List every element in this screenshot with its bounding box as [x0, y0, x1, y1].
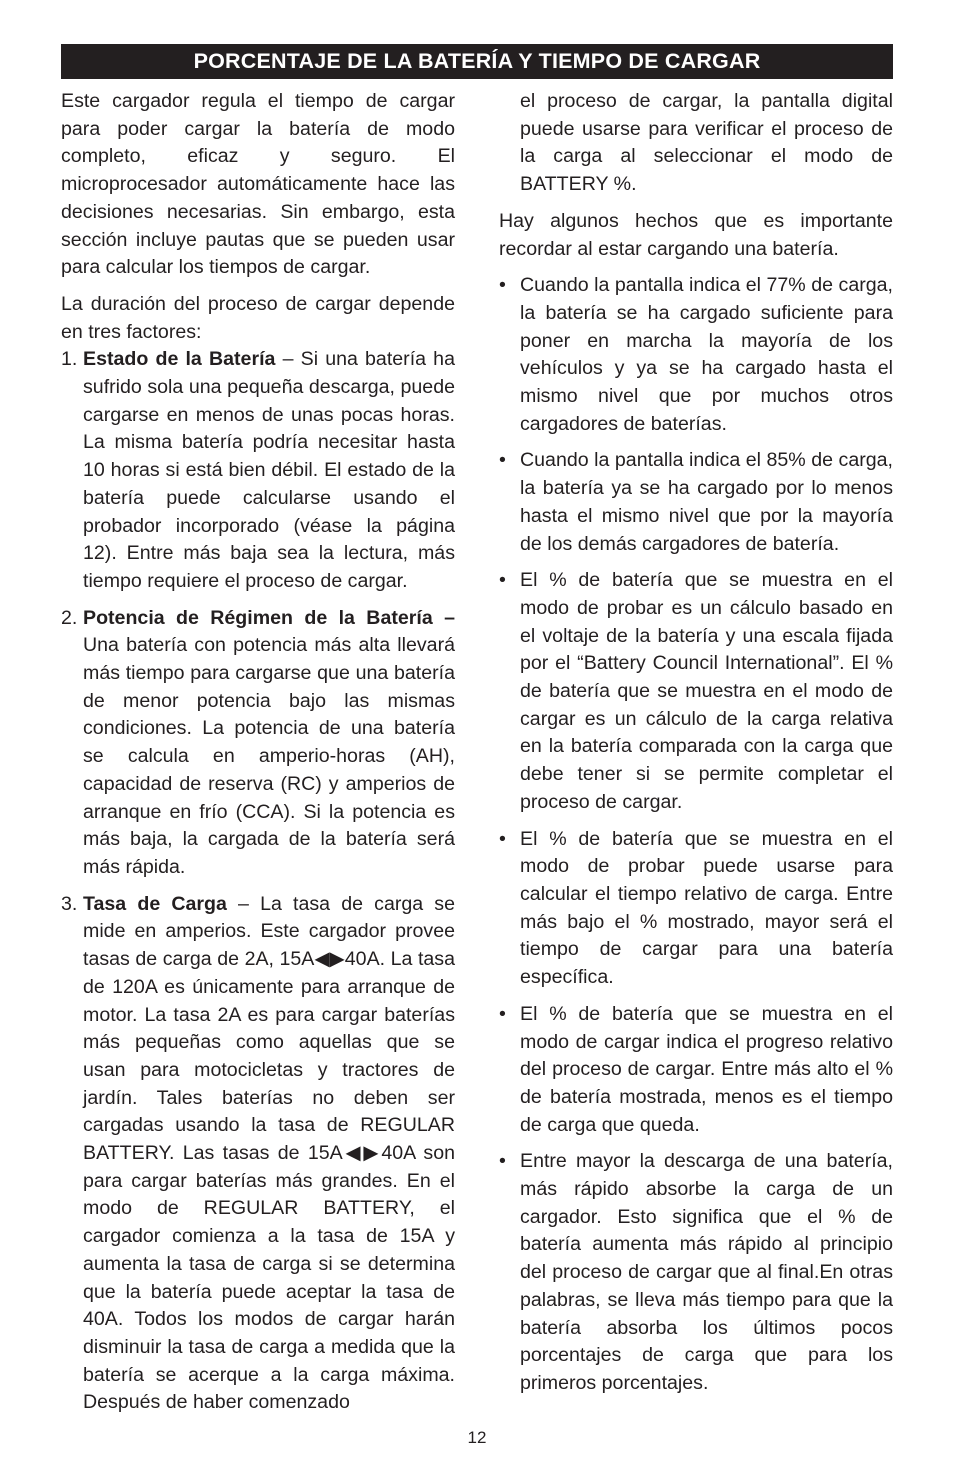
factors-intro-paragraph: La duración del proceso de cargar depende en tres factores: [61, 292, 455, 343]
item-number: 2. [61, 606, 78, 629]
fact-bullet-6 [499, 1148, 893, 1397]
bullet-text: Cuando la pantalla indica el 85% de carga, la batería ya se ha cargado por lo menos hasta el mismo nivel que por la mayoría de los demás cargadores de batería. [520, 449, 893, 555]
bullet-text: Cuando la pantalla indica el 77% de carga, la batería se ha cargado suficiente para poner en marcha la mayoría de los vehículos y ya se ha cargado hasta el mismo nivel que por muchos otros cargadores de baterías. [520, 274, 893, 435]
right-column [499, 88, 893, 1407]
factor-item-1 [61, 346, 455, 595]
bullet-text: Entre mayor la descarga de una batería, más rápido absorbe la carga de un cargador. Esto significa que el % de batería aumenta más rápido al principio del proceso de cargar que al final.En otras palabras, se lleva más tiempo para que la batería absorba los últimos pocos porcentajes de carga que para los primeros porcentajes. [520, 1150, 893, 1394]
page-number: 12 [467, 1428, 487, 1447]
fact-bullet-3 [499, 567, 893, 816]
factor-item-2 [61, 605, 455, 882]
item-number: 1. [61, 348, 78, 371]
bullet-text: El % de batería que se muestra en el modo de cargar indica el progreso relativo del proceso de cargar. Entre más alto el % de batería mostrada, menos es el tiempo de carga que queda. [520, 1002, 893, 1136]
factor-item-3 [61, 891, 455, 1417]
bullet-text: El % de batería que se muestra en el modo de probar es un cálculo basado en el voltaje de la batería y una escala fijada por el “Battery Council International”. El % de batería que se muestra en el modo de cargar es un cálculo de la carga relativa en la batería comparada con la carga que debe tener si se permite completar el proceso de cargar. [520, 569, 893, 813]
intro-paragraph: Este cargador regula el tiempo de cargar para poder cargar la batería de modo completo, eficaz y seguro. El microprocesador automáticamente hace las decisiones necesarias. Sin embargo, esta sección incluye pautas que se pueden usar para calcular los tiempos de cargar. [61, 90, 455, 279]
bullet-text: El % de batería que se muestra en el modo de probar puede usarse para calcular el tiempo relativo de carga. Entre más bajo el % mostrado, mayor será el tiempo de cargar para una batería específica. [520, 827, 893, 989]
fact-bullet-5 [499, 1001, 893, 1140]
fact-bullet-4 [499, 826, 893, 992]
item-title: Potencia de Régimen de la Batería – [83, 606, 455, 629]
bullet-symbol: • [499, 827, 506, 850]
bullet-symbol: • [499, 569, 506, 592]
item-title: Tasa de Carga [83, 892, 227, 915]
bullet-symbol: • [499, 449, 506, 472]
item-number: 3. [61, 892, 78, 915]
item-title: Estado de la Batería [83, 348, 276, 371]
section-title: PORCENTAJE DE LA BATERÍA Y TIEMPO DE CARGAR [193, 49, 761, 73]
continuation-paragraph: el proceso de cargar, la pantalla digital puede usarse para verificar el proceso de la carga al seleccionar el modo de BATTERY %. [520, 90, 893, 196]
fact-bullet-2 [499, 447, 893, 558]
item-text: – Si una batería ha sufrido sola una pequeña descarga, puede cargarse en menos de unas pocas horas. La misma batería podría necesitar hasta 10 horas si está bien débil. El estado de la batería puede calcularse usando el probador incorporado (véase la página 12). Entre más baja sea la lectura, más tiempo requiere el proceso de cargar. [83, 348, 455, 592]
section-header [61, 44, 893, 79]
left-column [61, 88, 455, 1426]
facts-intro-paragraph: Hay algunos hechos que es importante recordar al estar cargando una batería. [499, 209, 893, 260]
bullet-symbol: • [499, 274, 506, 297]
bullet-symbol: • [499, 1150, 506, 1173]
fact-bullet-1 [499, 272, 893, 438]
bullet-symbol: • [499, 1002, 506, 1025]
item-text: Una batería con potencia más alta llevará más tiempo para cargarse que una batería de menor potencia bajo las mismas condiciones. La potencia de una batería se calcula en amperio-horas (AH), capacidad de reserva (RC) y amperios de arranque en frío (CCA). Si la potencia es más baja, la cargada de la batería será más rápida. [83, 634, 455, 878]
item-text: – La tasa de carga se mide en amperios. Este cargador provee tasas de carga de 2A, 15A◀▶40A. La tasa de 120A es únicamente para arranque de motor. La tasa 2A es para cargar baterías más pequeñas como aquellas que se usan para motocicletas y tractores de jardín. Tales baterías no deben ser cargadas usando la tasa de REGULAR BATTERY. Las tasas de 15A◀▶40A son para cargar baterías más grandes. En el modo de REGULAR BATTERY, el cargador comienza a la tasa de 15A y aumenta la tasa de carga si se determina que la batería puede aceptar la tasa de 40A. Todos los modos de cargar harán disminuir la tasa de carga a medida que la batería se acerque a la carga máxima. Después de haber comenzado [83, 892, 456, 1414]
